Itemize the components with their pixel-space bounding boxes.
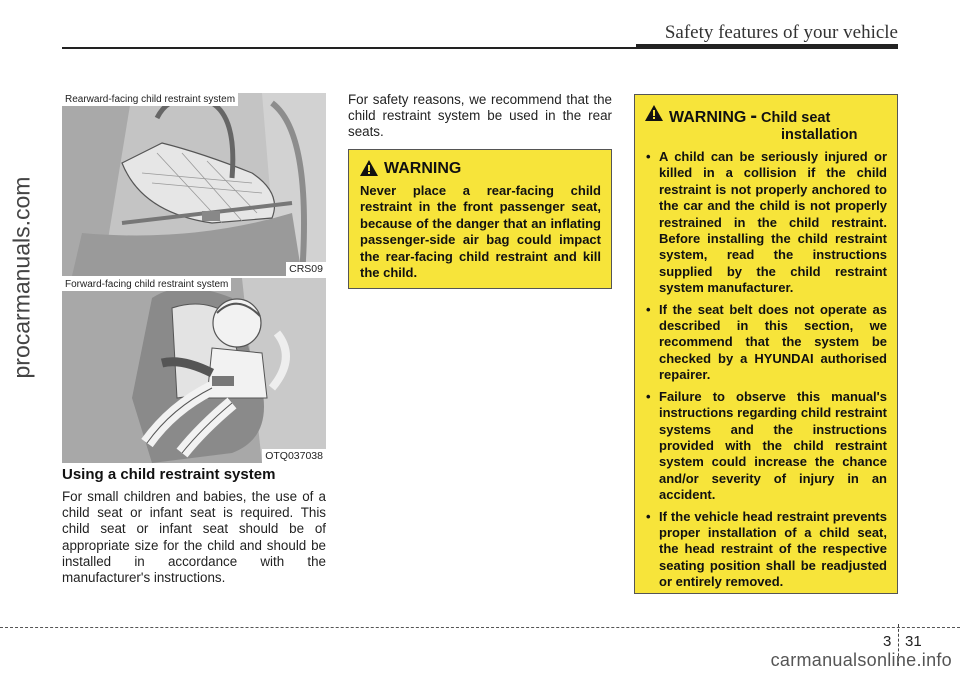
- figure-code: OTQ037038: [262, 449, 326, 463]
- warning-triangle-icon: [360, 160, 378, 176]
- figure-caption: Rearward-facing child restraint system: [62, 93, 238, 106]
- page-section-number: 3: [883, 633, 892, 650]
- warning-title: WARNING: [384, 160, 462, 177]
- page-header-title: Safety features of your vehicle: [664, 22, 898, 43]
- warning-title-separator: -: [750, 105, 757, 127]
- warning-subtitle-line2: installation: [781, 127, 858, 143]
- warning-subtitle: Child seat: [761, 110, 831, 126]
- section-body-text: For small children and babies, the use of a child seat or infant seat is required. This child seat or infant seat should be of appropriate size for the child and should be installed in accordance with the manufacturer's instructions.: [62, 489, 326, 586]
- warning-header: [645, 105, 887, 128]
- intro-paragraph: For safety reasons, we recommend that the child restraint system be used in the rear seats.: [348, 92, 612, 140]
- figure-caption: Forward-facing child restraint system: [62, 278, 231, 291]
- warning-list-item: • Failure to observe this manual's instructions regarding child restraint systems and the instructions provided with the child restraint system could increase the chance and/or severity of injury in an accident.: [645, 389, 887, 504]
- warning-triangle-icon: [645, 105, 663, 121]
- figure-code: CRS09: [286, 262, 326, 276]
- bottom-watermark: carmanualsonline.info: [770, 650, 952, 670]
- warning-header: [360, 160, 601, 178]
- rear-facing-seat-figure: [62, 93, 326, 276]
- warning-list: [645, 149, 887, 591]
- warning-list-item: • If the vehicle head restraint prevents proper installation of a child seat, the head restraint of the respective seating position shall be readjusted or entirely removed.: [645, 509, 887, 591]
- warning-box-child-seat-installation: [634, 94, 898, 594]
- page-number: 31: [905, 633, 922, 650]
- rear-facing-seat-illustration: [62, 93, 326, 276]
- side-watermark: procarmanuals.com: [8, 176, 35, 379]
- section-heading: Using a child restraint system: [62, 466, 276, 483]
- warning-list-item: • A child can be seriously injured or killed in a collision if the child restraint is not properly anchored to the car and the child is not properly restrained in the child restraint. Before installing the child restraint system, read the instructions supplied by the child restraint system manufacturer.: [645, 149, 887, 297]
- forward-facing-seat-illustration: [62, 278, 326, 463]
- warning-list-item: • If the seat belt does not operate as described in this section, we recommend that the system be checked by a HYUNDAI authorised repairer.: [645, 302, 887, 384]
- footer-rule: [0, 627, 960, 628]
- header-rule-accent: [636, 44, 898, 49]
- warning-title-group: [669, 105, 830, 128]
- warning-text: Never place a rear-facing child restraint in the front passenger seat, because of the danger that an inflating passenger-side air bag could impact the rear-facing child restraint and kill the child.: [360, 183, 601, 281]
- forward-facing-seat-figure: [62, 278, 326, 463]
- warning-title: WARNING: [669, 109, 747, 126]
- warning-box-rear-facing: [348, 149, 612, 289]
